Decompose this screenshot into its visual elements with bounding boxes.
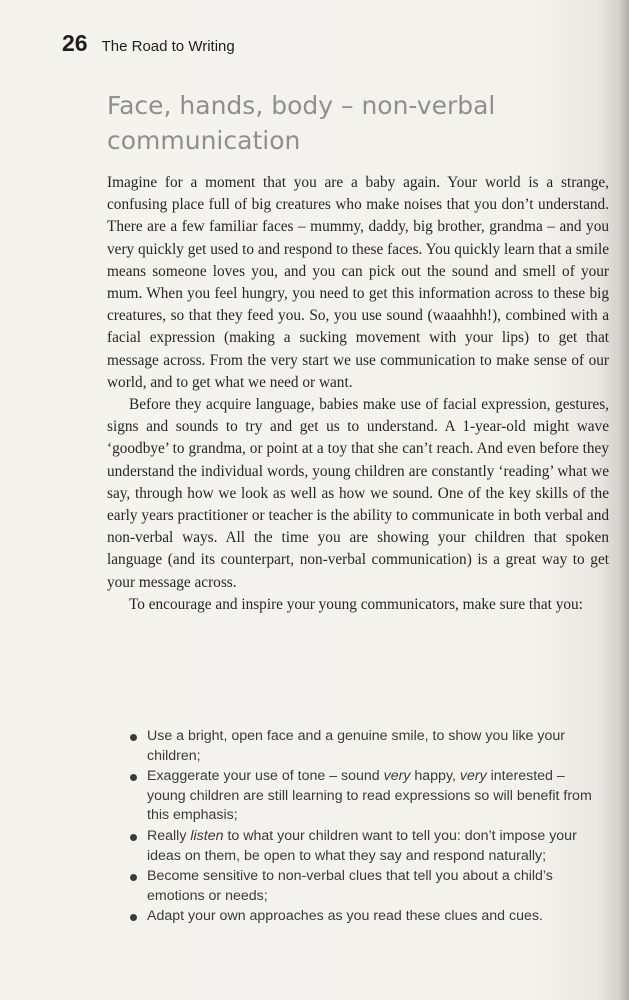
bullet-text-part: happy, xyxy=(410,768,460,785)
bullet-icon xyxy=(130,914,137,921)
bullet-text-part: Really xyxy=(147,827,191,844)
bullet-item-1 xyxy=(130,727,605,766)
bullet-text-part: Exaggerate your use of tone – sound xyxy=(147,768,384,785)
bullet-item-4 xyxy=(130,867,605,906)
bullet-emphasis: very xyxy=(459,768,487,785)
bullet-item-5 xyxy=(130,907,605,927)
bullet-icon xyxy=(130,774,137,781)
bullet-text: Use a bright, open face and a genuine smile, to show you like your children; xyxy=(147,728,565,764)
bullet-emphasis: listen xyxy=(190,827,224,844)
chapter-heading xyxy=(107,88,587,158)
paragraph-3: To encourage and inspire your young communicators, make sure that you: xyxy=(129,595,583,613)
bullet-item-2 xyxy=(130,767,605,826)
paragraph-2: Before they acquire language, babies make use of facial expression, gestures, signs and sounds to try and get us to understand. A 1-year-old might wave ‘goodbye’ to grandma, or point at a toy that she can’t reach. And even before they understand the individual words, young children are constantly ‘reading’ what we say, through how we look as well as how we sound. One of the key skills of the early years practitioner or teacher is the ability to communicate in both verbal and non-verbal ways. All the time you are showing your children that spoken language (and its counterpart, non-verbal communication) is a great way to get your message across. xyxy=(107,396,609,591)
page-number: 26 xyxy=(62,30,88,56)
paragraph-1: Imagine for a moment that you are a baby again. Your world is a strange, confusing place full of big creatures who make noises that you don’t understand. There are a few familiar faces – mummy, daddy, big brother, grandma – and you very quickly get used to and respond to these faces. You quickly learn that a smile means someone loves you, and you can pick out the sound and smell of your mum. When you feel hungry, you need to get this information across to these big creatures, so that they feed you. So, you use sound (waaahhh!), combined with a facial expression (making a sucking movement with your lips) to get that message across. From the very start we use communication to make sense of our world, and to get what we need or want. xyxy=(107,174,609,391)
bullet-text: Adapt your own approaches as you read these clues and cues. xyxy=(147,908,543,925)
bullet-icon xyxy=(130,734,137,741)
running-head xyxy=(62,30,235,57)
chapter-heading-line-2: communication xyxy=(107,126,301,155)
tips-bullet-list xyxy=(130,727,605,928)
bullet-text-part: interested – young children are still learning to read expressions so will benefit from this emphasis; xyxy=(147,768,592,824)
bullet-text: Become sensitive to non-verbal clues that tell you about a child’s emotions or needs; xyxy=(147,868,553,904)
body-text xyxy=(107,172,609,616)
chapter-heading-line-1: Face, hands, body – non-verbal xyxy=(107,91,496,120)
bullet-emphasis: very xyxy=(383,768,411,785)
bullet-icon xyxy=(130,874,137,881)
bullet-icon xyxy=(130,834,137,841)
book-title: The Road to Writing xyxy=(101,38,235,55)
page-gutter-shadow xyxy=(619,0,629,1000)
bullet-text-part: to what your children want to tell you: don’t impose your ideas on them, be open to what they say and respond naturally; xyxy=(147,827,577,864)
bullet-item-3 xyxy=(130,827,605,866)
